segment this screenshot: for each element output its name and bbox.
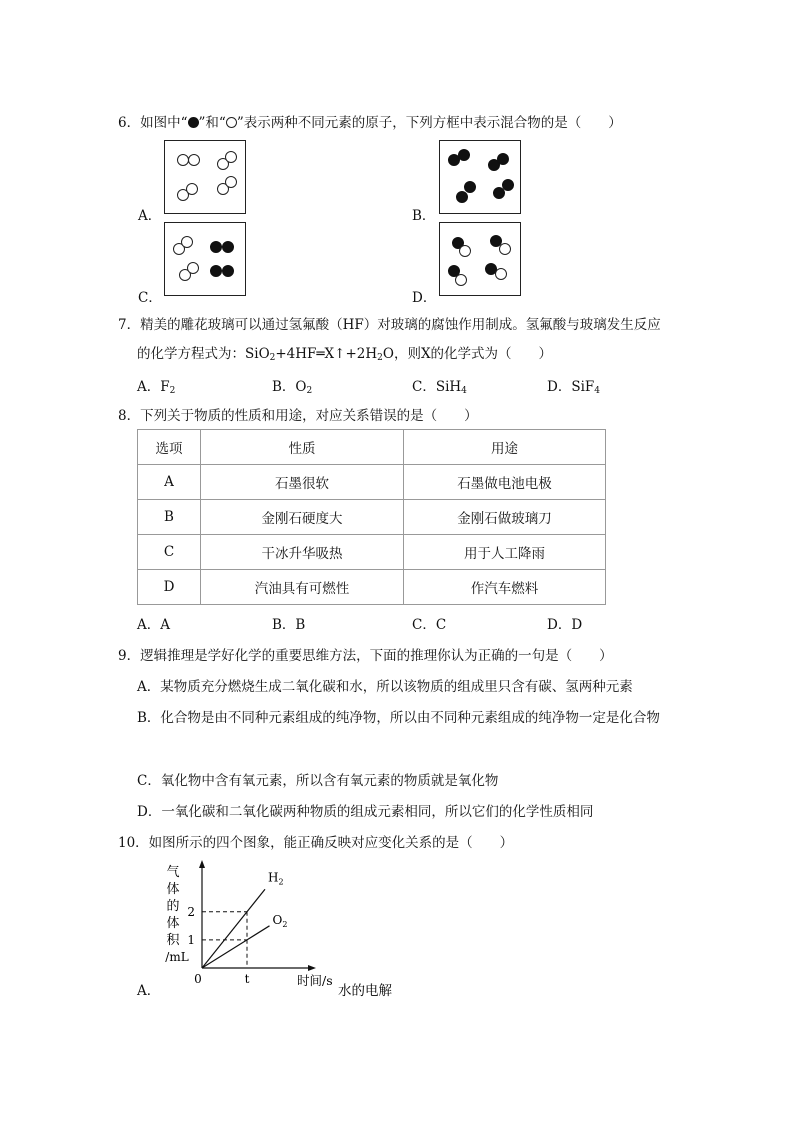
white-atom-icon xyxy=(455,274,467,286)
y-tick-label: 1 xyxy=(187,932,195,947)
q7-option-c: C．SiH$_4$ xyxy=(412,379,467,396)
black-atom-icon xyxy=(222,265,234,277)
q7-line2: 的化学方程式为：$SiO_2+4HF═X↑+2H_2O$，则X的化学式为（ ） xyxy=(137,346,553,363)
table-row: B 金刚石硬度大 金刚石做玻璃刀 xyxy=(138,500,606,535)
q8-option-b: B．B xyxy=(272,617,306,633)
table-header-row: 选项 性质 用途 xyxy=(138,430,606,465)
q10-stem: 10．如图所示的四个图象，能正确反映对应变化关系的是（ ） xyxy=(118,835,514,851)
y-tick-label: 2 xyxy=(187,904,195,919)
q6-option-b-label: B． xyxy=(412,208,436,224)
q10-option-a-label: A． xyxy=(137,983,161,999)
white-atom-icon xyxy=(188,154,200,166)
series-label: $H_2$ xyxy=(268,870,284,887)
black-atom-icon xyxy=(222,241,234,253)
q7-line1: 7．精美的雕花玻璃可以通过氢氟酸（HF）对玻璃的腐蚀作用制成。氢氟酸与玻璃发生反应 xyxy=(118,317,661,333)
table-row: C 干冰升华吸热 用于人工降雨 xyxy=(138,535,606,570)
q8-stem: 8．下列关于物质的性质和用途，对应关系错误的是（ ） xyxy=(118,408,478,424)
chart-labels xyxy=(187,870,392,999)
q6-box-b xyxy=(439,140,521,214)
series-line-o2 xyxy=(202,926,270,968)
white-atom-icon xyxy=(225,151,237,163)
q6-option-a-label: A． xyxy=(138,208,162,224)
q9-option-a: A．某物质充分燃烧生成二氧化碳和水，所以该物质的组成里只含有碳、氢两种元素 xyxy=(137,679,633,695)
q6-option-c-label: C． xyxy=(138,290,162,306)
series-line-h2 xyxy=(202,889,265,968)
black-atom-icon xyxy=(456,191,468,203)
white-atom-icon xyxy=(495,268,507,280)
y-label-unit: /mL xyxy=(165,950,189,964)
y-label-char: 体 xyxy=(166,882,180,897)
q6-box-a xyxy=(164,140,246,214)
black-atom-icon xyxy=(210,241,222,253)
q9-stem: 9．逻辑推理是学好化学的重要思维方法，下面的推理你认为正确的一句是（ ） xyxy=(118,648,613,664)
white-atom-icon xyxy=(499,243,511,255)
table-row: A 石墨很软 石墨做电池电极 xyxy=(138,465,606,500)
series-label: $O_2$ xyxy=(272,912,288,929)
q8-option-d: D．D xyxy=(547,617,583,633)
q6-box-d xyxy=(439,222,521,296)
chart-caption: 水的电解 xyxy=(338,983,392,999)
table-row: D 汽油具有可燃性 作汽车燃料 xyxy=(138,570,606,605)
q8-table xyxy=(137,429,606,605)
y-label-char: 气 xyxy=(166,865,180,880)
q7-option-b: B．$O_2$ xyxy=(272,379,313,396)
y-label-char: 的 xyxy=(166,899,180,914)
q9-option-c: C．氧化物中含有氧元素，所以含有氧元素的物质就是氧化物 xyxy=(137,773,499,789)
y-label-char: 积 xyxy=(166,933,180,948)
axes xyxy=(199,860,316,971)
white-atom-icon xyxy=(226,117,237,128)
q7-option-d: D．SiF$_4$ xyxy=(547,379,600,396)
q6-box-c xyxy=(164,222,246,296)
q8-option-c: C．C xyxy=(412,617,447,633)
series-lines xyxy=(202,889,270,968)
q9-option-d: D．一氧化碳和二氧化碳两种物质的组成元素相同，所以它们的化学性质相同 xyxy=(137,804,594,820)
electrolysis-chart xyxy=(160,860,392,1000)
q7-option-a: A．$F_2$ xyxy=(137,379,176,396)
black-atom-icon xyxy=(464,181,476,193)
q6-option-d-label: D． xyxy=(412,290,437,306)
black-atom-icon xyxy=(458,149,470,161)
origin-label: 0 xyxy=(194,972,202,986)
x-axis-arrow-icon xyxy=(308,965,316,971)
white-atom-icon xyxy=(181,236,193,248)
white-atom-icon xyxy=(186,183,198,195)
black-atom-icon xyxy=(502,179,514,191)
white-atom-icon xyxy=(225,176,237,188)
q9-option-b: B．化合物是由不同种元素组成的纯净物，所以由不同种元素组成的纯净物一定是化合物 xyxy=(137,710,660,726)
x-tick-label: t xyxy=(244,972,250,986)
black-atom-icon xyxy=(188,117,199,128)
x-axis-label: 时间/s xyxy=(297,973,333,988)
white-atom-icon xyxy=(459,245,471,257)
q6-stem: 6．如图中“ ”和“ ”表示两种不同元素的原子，下列方框中表示混合物的是（ ） xyxy=(118,115,622,131)
y-label-char: 体 xyxy=(166,916,180,931)
black-atom-icon xyxy=(497,153,509,165)
y-axis-label xyxy=(165,865,188,964)
y-axis-arrow-icon xyxy=(199,860,205,868)
black-atom-icon xyxy=(210,265,222,277)
q8-option-a: A．A xyxy=(137,617,170,633)
white-atom-icon xyxy=(187,262,199,274)
